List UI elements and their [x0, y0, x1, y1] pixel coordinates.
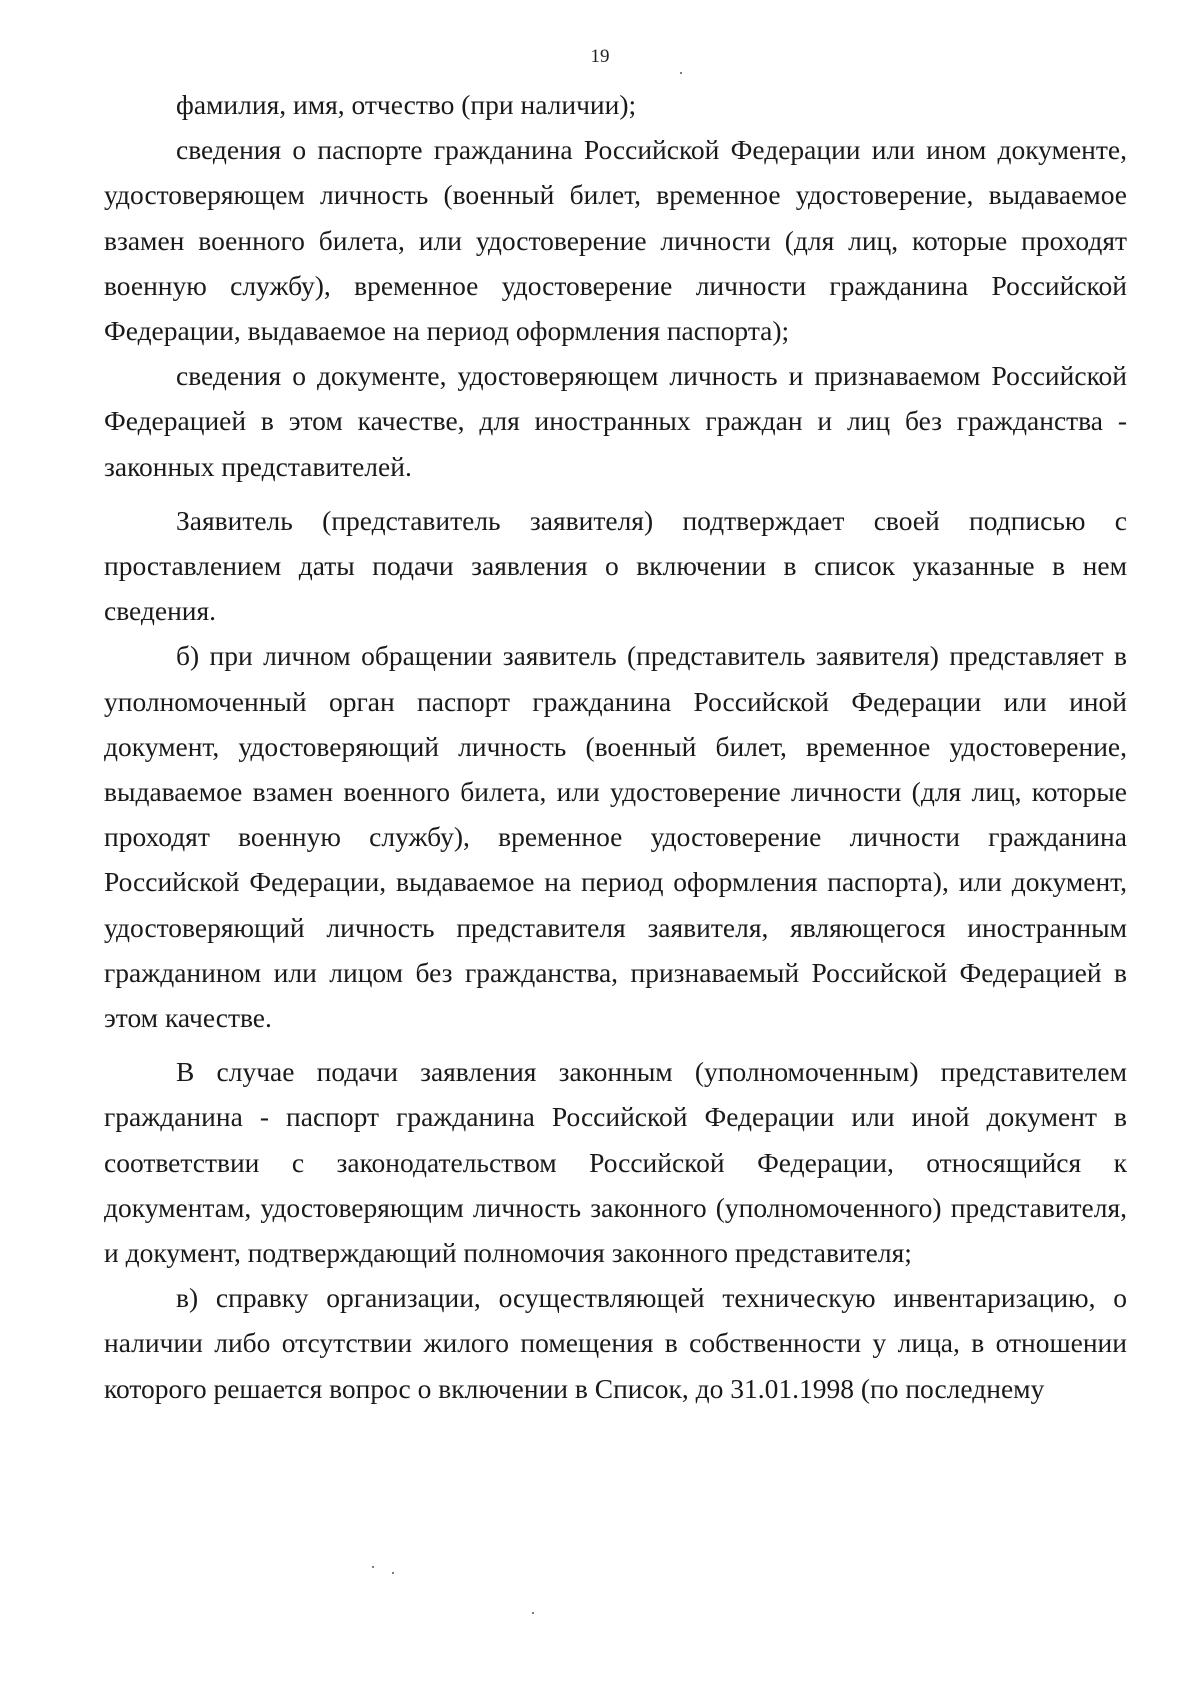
page-number: 19 [590, 46, 610, 67]
document-body [104, 82, 1127, 1411]
paragraph-legal-representative: В случае подачи заявления законным (уполномоченным) представителем гражданина - паспорт гражданина Российской Федерации или иной документ в соответствии с законодательством Российской Федерации, относящийся к документам, удостоверяющим личность законного (уполномоченного) представителя, и документ, подтверждающий полномочия законного представителя; [104, 1056, 1127, 1269]
paragraph-full-name: фамилия, имя, отчество (при наличии); [176, 89, 637, 120]
paragraph-applicant-signature: Заявитель (представитель заявителя) подтверждает своей подписью с проставлением даты подачи заявления о включении в список указанные в нем сведения. [104, 504, 1127, 627]
paragraph-foreign-id-info: сведения о документе, удостоверяющем личность и признаваемом Российской Федерацией в этом качестве, для иностранных граждан и лиц без гражданства - законных представителей. [104, 360, 1127, 482]
paragraph-passport-info: сведения о паспорте гражданина Российской Федерации или ином документе, удостоверяющем личность (военный билет, временное удостоверение, выдаваемое взамен военного билета, или удостоверение личности (для лиц, которые проходят военную службу), временное удостоверение личности гражданина Российской Федерации, выдаваемое на период оформления паспорта); [104, 134, 1127, 347]
scan-speck [392, 1572, 394, 1574]
paragraph-item-v: в) справку организации, осуществляющей техническую инвентаризацию, о наличии либо отсутствии жилого помещения в собственности у лица, в отношении которого решается вопрос о включении в Список, до 31.01.1998 (по последнему [104, 1282, 1127, 1404]
scan-speck [372, 1566, 374, 1568]
scan-speck [532, 1612, 534, 1614]
paragraph-item-b: б) при личном обращении заявитель (представитель заявителя) представляет в уполномоченный орган паспорт гражданина Российской Федерации или иной документ, удостоверяющий личность (военный билет, временное удостоверение, выдаваемое взамен военного билета, или удостоверение личности (для лиц, которые проходят военную службу), временное удостоверение личности гражданина Российской Федерации, выдаваемое на период оформления паспорта), или документ, удостоверяющий личность представителя заявителя, являющегося иностранным гражданином или лицом без гражданства, признаваемый Российской Федерацией в этом качестве. [104, 640, 1127, 1034]
scan-speck [680, 72, 682, 74]
